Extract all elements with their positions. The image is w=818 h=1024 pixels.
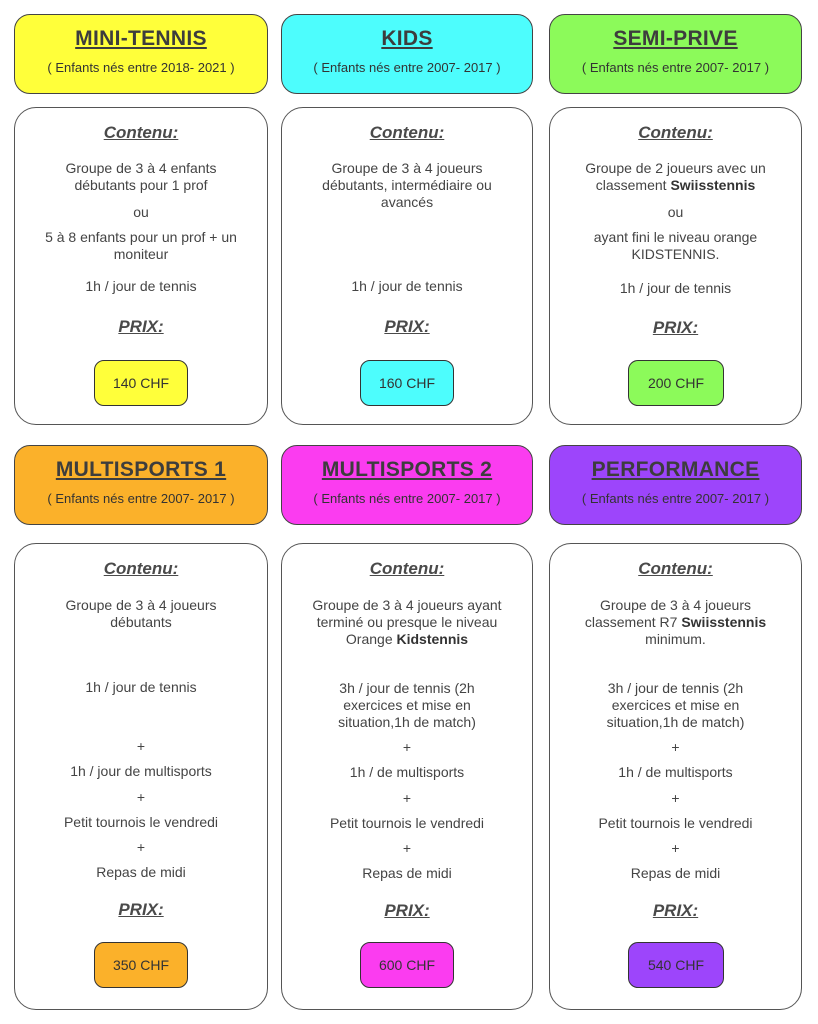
content-line: Repas de midi	[362, 865, 452, 881]
prix-heading: PRIX:	[384, 317, 430, 336]
prix-heading: PRIX:	[652, 901, 699, 920]
contenu-heading: Contenu:	[103, 559, 179, 578]
prix-heading: PRIX:	[652, 318, 699, 337]
card-subtitle: ( Enfants nés entre 2007- 2017 )	[313, 60, 501, 75]
card-kids	[281, 107, 533, 425]
header-kids	[281, 14, 533, 94]
brand-text: Swiisstennis	[670, 177, 756, 193]
content-line: +	[671, 739, 680, 755]
card-title: MINI-TENNIS	[75, 27, 207, 50]
content-line: +	[402, 840, 412, 856]
content-line: +	[402, 790, 412, 806]
content-line: Groupe de 3 à 4 enfants débutants pour 1 prof	[65, 160, 217, 193]
card-subtitle: ( Enfants nés entre 2018- 2021 )	[47, 60, 235, 75]
content-line: 5 à 8 enfants pour un prof + un moniteur	[45, 229, 237, 262]
price-badge: 200 CHF	[628, 360, 724, 406]
prix-heading: PRIX:	[118, 317, 164, 336]
card-multisports-2	[281, 543, 533, 1010]
content-line: 1h / jour de tennis	[85, 679, 197, 695]
content-line: 1h / jour de tennis	[619, 280, 732, 296]
prix-heading: PRIX:	[384, 901, 430, 920]
content-line: 1h / de multisports	[349, 764, 465, 780]
content-line: +	[671, 790, 680, 806]
header-multisports-1	[14, 445, 268, 525]
card-mini-tennis	[14, 107, 268, 425]
content-line: 1h / jour de tennis	[85, 278, 197, 294]
contenu-heading: Contenu:	[103, 123, 179, 142]
header-performance	[549, 445, 802, 525]
price-badge: 160 CHF	[360, 360, 454, 406]
contenu-heading: Contenu:	[638, 123, 713, 142]
content-text: Groupe de 2 joueurs avec un classement	[585, 160, 766, 193]
content-line: Repas de midi	[96, 864, 186, 880]
card-title: MULTISPORTS 2	[321, 458, 493, 481]
header-mini-tennis	[14, 14, 268, 94]
content-line	[564, 160, 787, 194]
content-line: ou	[667, 204, 684, 220]
prix-heading: PRIX:	[118, 900, 164, 919]
content-text: Groupe de 3 à 4 joueurs ayant terminé ou presque le niveau Orange	[312, 597, 502, 647]
content-line: +	[136, 789, 146, 805]
content-line: 3h / jour de tennis (2h exercices et mise en situation,1h de match)	[338, 680, 476, 730]
content-line: +	[671, 840, 680, 856]
content-line: Petit tournois le vendredi	[329, 815, 485, 831]
content-line: 1h / jour de tennis	[351, 278, 463, 294]
content-line	[296, 597, 518, 648]
price-badge: 350 CHF	[94, 942, 188, 988]
card-semi-prive	[549, 107, 802, 425]
content-line: ou	[133, 204, 149, 220]
card-subtitle: ( Enfants nés entre 2007- 2017 )	[47, 491, 235, 506]
contenu-heading: Contenu:	[369, 123, 445, 142]
content-line: Repas de midi	[630, 865, 721, 881]
card-performance	[549, 543, 802, 1010]
brand-text: Kidstennis	[396, 631, 469, 647]
card-title: SEMI-PRIVE	[613, 27, 738, 50]
contenu-heading: Contenu:	[638, 559, 713, 578]
content-line: +	[136, 839, 146, 855]
header-semi-prive	[549, 14, 802, 94]
content-line: Groupe de 3 à 4 joueurs débutants	[65, 597, 217, 630]
card-multisports-1	[14, 543, 268, 1010]
brand-text: Swiisstennis	[681, 614, 767, 630]
price-badge: 540 CHF	[628, 942, 724, 988]
content-line: ayant fini le niveau orange KIDSTENNIS.	[593, 229, 758, 262]
content-line: 1h / jour de multisports	[70, 763, 212, 779]
content-line: Petit tournois le vendredi	[598, 815, 753, 831]
content-line: Groupe de 3 à 4 joueurs débutants, intermédiaire ou avancés	[322, 160, 492, 210]
card-subtitle: ( Enfants nés entre 2007- 2017 )	[581, 60, 770, 75]
content-line: 3h / jour de tennis (2h exercices et mise en situation,1h de match)	[606, 680, 745, 730]
content-line	[576, 597, 775, 648]
content-text: Groupe de 3 à 4 joueurs classement R7	[584, 597, 751, 630]
content-line: +	[136, 738, 146, 754]
content-line: 1h / de multisports	[618, 764, 733, 780]
content-line: Petit tournois le vendredi	[63, 814, 219, 830]
content-line: +	[402, 739, 412, 755]
card-title: PERFORMANCE	[591, 458, 760, 481]
card-title: KIDS	[381, 27, 433, 50]
content-text: minimum.	[645, 631, 706, 647]
price-badge: 140 CHF	[94, 360, 188, 406]
card-subtitle: ( Enfants nés entre 2007- 2017 )	[581, 491, 770, 506]
price-badge: 600 CHF	[360, 942, 454, 988]
card-title: MULTISPORTS 1	[55, 458, 227, 481]
contenu-heading: Contenu:	[369, 559, 445, 578]
header-multisports-2	[281, 445, 533, 525]
card-subtitle: ( Enfants nés entre 2007- 2017 )	[313, 491, 501, 506]
